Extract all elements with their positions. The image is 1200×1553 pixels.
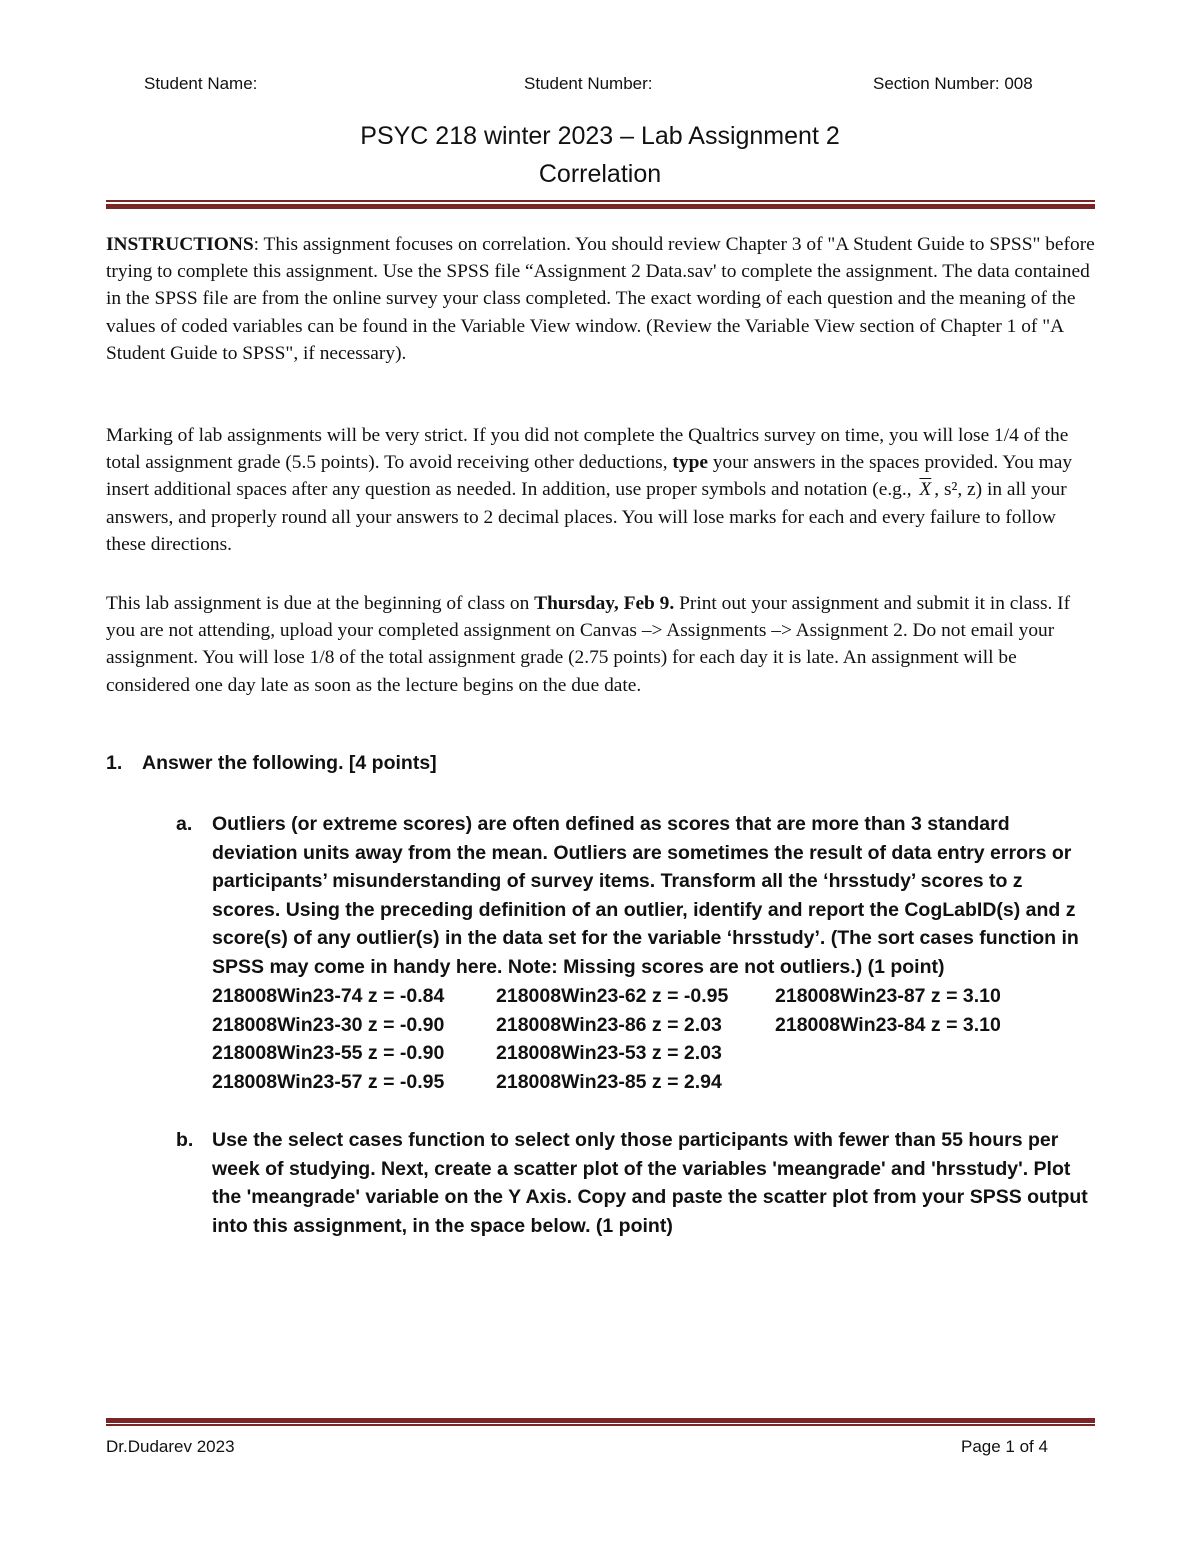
answer-cell: 218008Win23-30 z = -0.90 [212, 1013, 445, 1036]
due-text-1: This lab assignment is due at the beginning of class on [106, 593, 535, 614]
footer-page-number: Page 1 of 4 [961, 1437, 1048, 1456]
question-1b-text: Use the select cases function to select only those participants with fewer than 55 hours per week of studying. Next, create a scatter plot of the variables 'meangrade' and 'hrsstudy'. Plot the 'meangrade' variable on the Y Axis. Copy and paste the scatter plot from your SPSS output into this assignment, in the space below. (1 point) [212, 1129, 1088, 1237]
answer-cell: 218008Win23-55 z = -0.90 [212, 1042, 445, 1065]
marking-text-2: your answers in the spaces provided. You may insert additional spaces after any question as needed. In addition, use proper symbols and notation (e.g., [106, 452, 1073, 501]
instructions-text: : This assignment focuses on correlation. You should review Chapter 3 of "A Student Guide to SPSS" before trying to complete this assignment. Use the SPSS file “Assignment 2 Data.sav' to complete the assignment. The data contained in the SPSS file are from the online survey your class completed. The exact wording of each question and the meaning of the values of coded variables can be found in the Variable View window. (Review the Variable View section of Chapter 1 of "A Student Guide to SPSS", if necessary). [106, 234, 1095, 364]
answer-cell: 218008Win23-53 z = 2.03 [496, 1042, 722, 1065]
due-text-2: Print out your assignment and submit it in class. If you are not attending, upload your completed assignment on Canvas –> Assignments –> Assignment 2. Do not email your assignment. You will lose 1/8 of the total assignment grade (2.75 points) for each day it is late. An assignment will be considered one day late as soon as the lecture begins on the due date. [106, 593, 1071, 696]
page-subtitle: Correlation [538, 160, 662, 188]
answer-cell: 218008Win23-85 z = 2.94 [496, 1070, 722, 1093]
due-date-paragraph [106, 590, 1098, 699]
answer-cell: 218008Win23-87 z = 3.10 [775, 985, 1001, 1007]
marking-text-3: , s², z) in all your answers, and properly round all your answers to 2 decimal places. You will lose marks for each and every failure to follow these directions. [106, 479, 1067, 555]
title-rule-thick [106, 204, 1095, 209]
answer-cell: 218008Win23-84 z = 3.10 [775, 1013, 1001, 1036]
question-1b-letter: b. [176, 1129, 194, 1151]
footer-rule-thin [106, 1424, 1095, 1426]
question-1a-text: Outliers (or extreme scores) are often defined as scores that are more than 3 standard deviation units away from the mean. Outliers are sometimes the result of data entry errors or participants’ misunderstanding of survey items. Transform all the ‘hrsstudy’ scores to z scores. Using the preceding definition of an outlier, identify and report the CogLabID(s) and z score(s) of any outlier(s) in the data set for the variable ‘hrsstudy’. (The sort cases function in SPSS may come in handy here. Note: Missing scores are not outliers.) (1 point) [212, 813, 1079, 978]
question-1-number: 1. [106, 752, 123, 774]
answer-cell: 218008Win23-62 z = -0.95 [496, 985, 729, 1007]
section-number-label: Section Number: 008 [873, 74, 1033, 93]
instructions-paragraph [106, 231, 1098, 367]
marking-bold-type: type [672, 452, 708, 474]
question-1-text: Answer the following. [4 points] [142, 752, 437, 774]
marking-paragraph [106, 422, 1098, 558]
marking-text-1: Marking of lab assignments will be very strict. If you did not complete the Qualtrics survey on time, you will lose 1/4 of the total assignment grade (5.5 points). To avoid receiving other deductions, [106, 425, 1069, 474]
page-title: PSYC 218 winter 2023 – Lab Assignment 2 [360, 122, 840, 150]
due-date-bold: Thursday, Feb 9. [534, 593, 675, 614]
question-1a-letter: a. [176, 813, 193, 835]
footer-author: Dr.Dudarev 2023 [106, 1437, 235, 1456]
x-bar-symbol: $\overline{X}$ [919, 479, 932, 501]
footer-rule-thick [106, 1418, 1095, 1423]
answer-cell: 218008Win23-74 z = -0.84 [212, 985, 445, 1007]
title-rule-thin [106, 200, 1095, 202]
answer-cell: 218008Win23-57 z = -0.95 [212, 1070, 445, 1093]
instructions-label: INSTRUCTIONS [106, 234, 254, 255]
student-number-label: Student Number: [524, 74, 653, 93]
answer-cell: 218008Win23-86 z = 2.03 [496, 1013, 722, 1036]
student-name-label: Student Name: [144, 74, 258, 93]
